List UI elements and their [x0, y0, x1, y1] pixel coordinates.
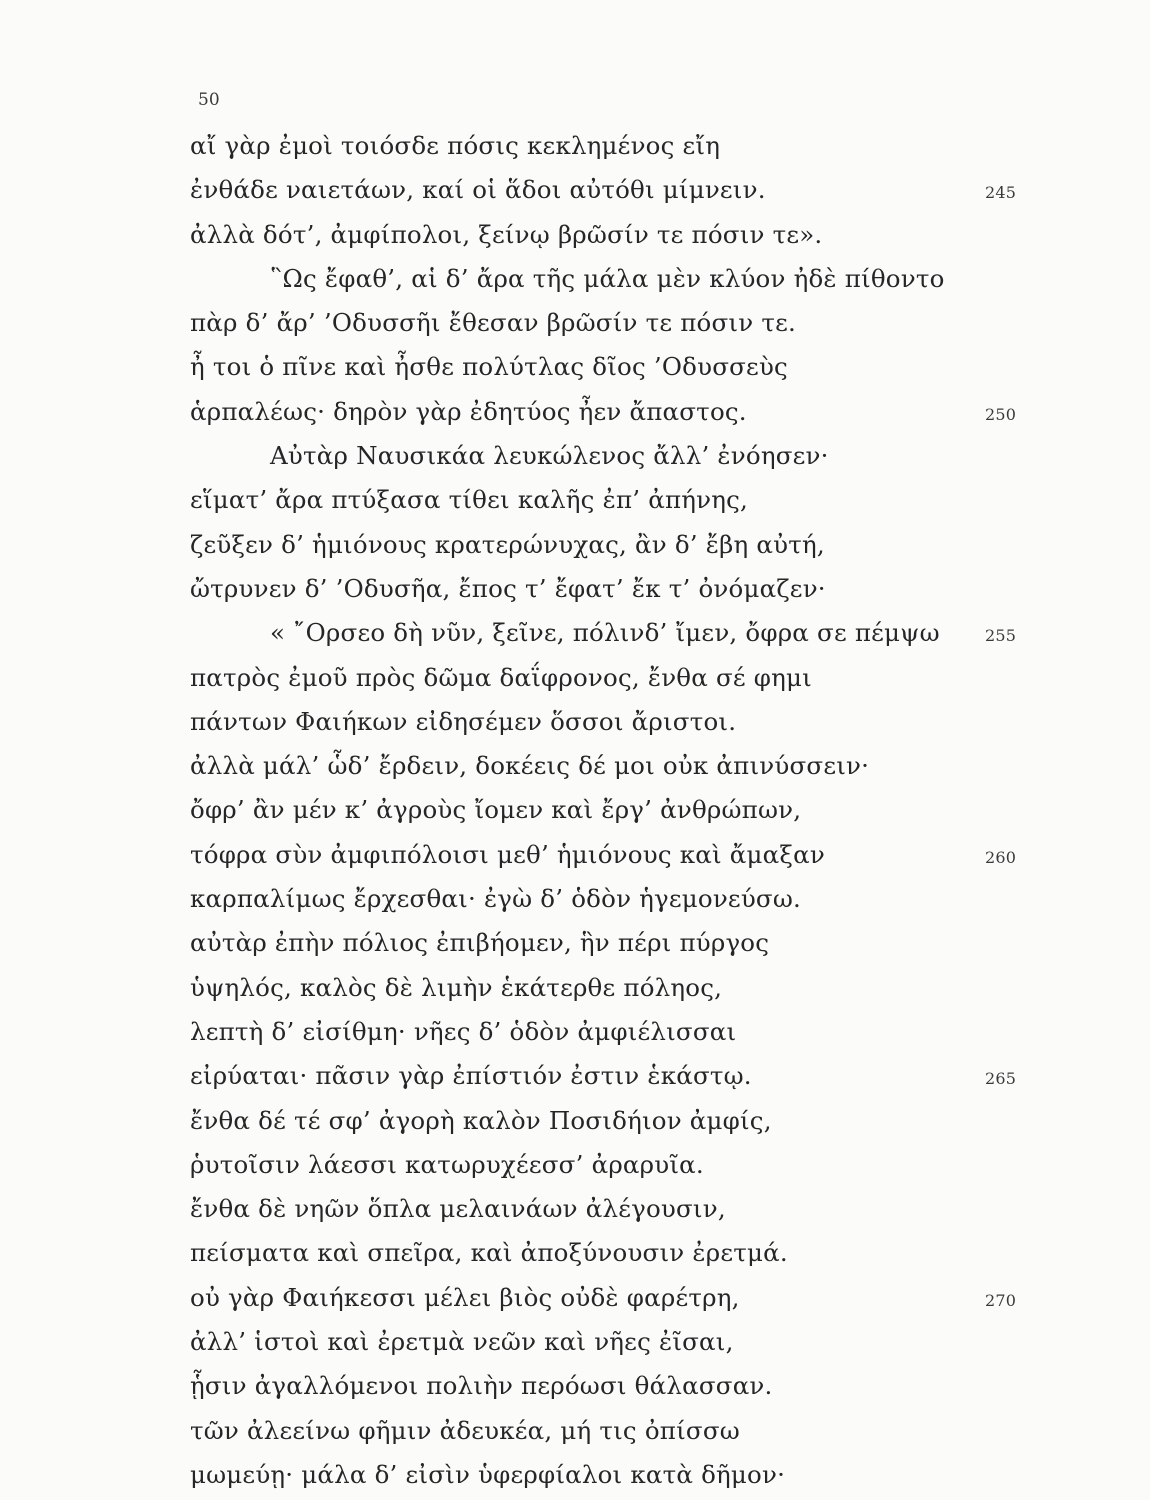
verse-line-text: εἰρύαται· πᾶσιν γὰρ ἐπίστιόν ἐστιν ἑκάστῳ. [190, 1061, 752, 1091]
verse-line [190, 345, 1050, 389]
verse-line-text: τόφρα σὺν ἀμφιπόλοισι μεθ’ ἡμιόνους καὶ ἄμαξαν [190, 839, 825, 869]
verse-line-text: αἴ γὰρ ἐμοὶ τοιόσδε πόσις κεκλημένος εἴη [190, 131, 721, 160]
verse-line-text: αὐτὰρ ἐπὴν πόλιος ἐπιβήομεν, ἣν πέρι πύργος [190, 928, 770, 958]
verse-line-text: ἔνθα δὲ νηῶν ὅπλα μελαινάων ἀλέγουσιν, [190, 1194, 726, 1224]
verse-line-text: ἀλλὰ δότ’, ἀμφίπολοι, ξείνῳ βρῶσίν τε πόσιν τε». [190, 219, 823, 249]
verse-line [190, 213, 1050, 257]
verse-line-text: ὄφρ’ ἂν μέν κ’ ἀγροὺς ἴομεν καὶ ἔργ’ ἀνθρώπων, [190, 795, 802, 825]
verse-line-text: ζεῦξεν δ’ ἡμιόνους κρατερώνυχας, ἂν δ’ ἔβη αὐτή, [190, 529, 825, 559]
verse-line [190, 1187, 1050, 1231]
verse-line-text: ἀλλ’ ἱστοὶ καὶ ἐρετμὰ νεῶν καὶ νῆες ἐῖσαι, [190, 1327, 734, 1357]
verse-line [190, 656, 1050, 700]
verse-line-text: ὑψηλός, καλὸς δὲ λιμὴν ἑκάτερθε πόληος, [190, 972, 723, 1002]
verse-line-text: καρπαλίμως ἔρχεσθαι· ἐγὼ δ’ ὁδὸν ἡγεμονεύσω. [190, 884, 802, 914]
verse-line-text: ῥυτοῖσιν λάεσσι κατωρυχέεσσ’ ἀραρυῖα. [190, 1149, 704, 1179]
verse-line [190, 390, 1050, 434]
line-number: 265 [985, 1069, 1017, 1089]
verse-line [190, 966, 1050, 1010]
line-number: 270 [985, 1290, 1017, 1310]
verse-line [190, 1276, 1050, 1320]
verse-line [190, 744, 1050, 788]
verse-line-text: ἔνθα δέ τέ σφ’ ἀγορὴ καλὸν Ποσιδήιον ἀμφίς, [190, 1105, 772, 1135]
verse-line [190, 611, 1050, 655]
verse-line-text: πατρὸς ἐμοῦ πρὸς δῶμα δαΐφρονος, ἔνθα σέ φημι [190, 662, 812, 692]
verse-line [190, 1010, 1050, 1054]
verse-line-text: ἁρπαλέως· δηρὸν γὰρ ἐδητύος ἦεν ἄπαστος. [190, 396, 747, 426]
verse-line-text: ὤτρυνεν δ’ ’Οδυσῆα, ἔπος τ’ ἔφατ’ ἔκ τ’ ὀνόμαζεν· [190, 573, 826, 603]
verse-line [190, 1453, 1050, 1497]
page-number: 50 [198, 90, 220, 110]
verse-line-text: ἀλλὰ μάλ’ ὧδ’ ἔρδειν, δοκέεις δέ μοι οὐκ ἀπινύσσειν· [190, 751, 870, 781]
verse-line-text: πὰρ δ’ ἄρ’ ’Οδυσσῆι ἔθεσαν βρῶσίν τε πόσιν τε. [190, 308, 796, 338]
verse-line-text: ἦ τοι ὁ πῖνε καὶ ἦσθε πολύτλας δῖος ’Οδυσσεὺς [190, 352, 788, 382]
verse-line-text: εἵματ’ ἄρα πτύξασα τίθει καλῆς ἐπ’ ἀπήνης, [190, 485, 749, 515]
line-number: 250 [985, 404, 1017, 424]
verse-line [190, 1143, 1050, 1187]
verse-line-text: ᾗσιν ἀγαλλόμενοι πολιὴν περόωσι θάλασσαν. [190, 1371, 773, 1401]
verse-line [190, 567, 1050, 611]
line-number: 245 [985, 183, 1017, 203]
verse-line-text: λεπτὴ δ’ εἰσίθμη· νῆες δ’ ὁδὸν ἀμφιέλισσαι [190, 1016, 737, 1046]
verse-line-text: ἐνθάδε ναιετάων, καί οἱ ἅδοι αὐτόθι μίμνειν. [190, 175, 766, 205]
verse-line [190, 434, 1050, 478]
verse-line [190, 301, 1050, 345]
verse-line [190, 1320, 1050, 1364]
verse-line-text: οὐ γὰρ Φαιήκεσσι μέλει βιὸς οὐδὲ φαρέτρη, [190, 1282, 740, 1312]
verse-line [190, 1231, 1050, 1275]
verse-line [190, 700, 1050, 744]
verse-line [190, 921, 1050, 965]
verse-text [190, 124, 1050, 1497]
line-number: 255 [985, 626, 1017, 646]
verse-line [190, 124, 1050, 168]
verse-line [190, 257, 1050, 301]
verse-line-text: πάντων Φαιήκων εἰδησέμεν ὅσσοι ἄριστοι. [190, 706, 737, 736]
verse-line [190, 877, 1050, 921]
verse-line [190, 1364, 1050, 1408]
verse-line [190, 478, 1050, 522]
verse-line [190, 1054, 1050, 1098]
verse-line-text: Αὐτὰρ Ναυσικάα λευκώλενος ἄλλ’ ἐνόησεν· [270, 441, 829, 471]
verse-line-text: μωμεύῃ· μάλα δ’ εἰσὶν ὑφερφίαλοι κατὰ δῆμον· [190, 1459, 786, 1489]
verse-line [190, 1099, 1050, 1143]
verse-line-text: πείσματα καὶ σπεῖρα, καὶ ἀποξύνουσιν ἐρετμά. [190, 1238, 788, 1268]
verse-line-text: ῝Ως ἔφαθ’, αἱ δ’ ἄρα τῆς μάλα μὲν κλύον ἠδὲ πίθοντο [270, 263, 945, 293]
verse-line-text: « ῎Ορσεο δὴ νῦν, ξεῖνε, πόλινδ’ ἴμεν, ὄφρα σε πέμψω [270, 618, 940, 648]
verse-line [190, 168, 1050, 212]
verse-line-text: τῶν ἀλεείνω φῆμιν ἀδευκέα, μή τις ὀπίσσω [190, 1415, 740, 1445]
verse-line [190, 1409, 1050, 1453]
verse-line [190, 788, 1050, 832]
verse-line [190, 523, 1050, 567]
line-number: 260 [985, 847, 1017, 867]
verse-line [190, 833, 1050, 877]
